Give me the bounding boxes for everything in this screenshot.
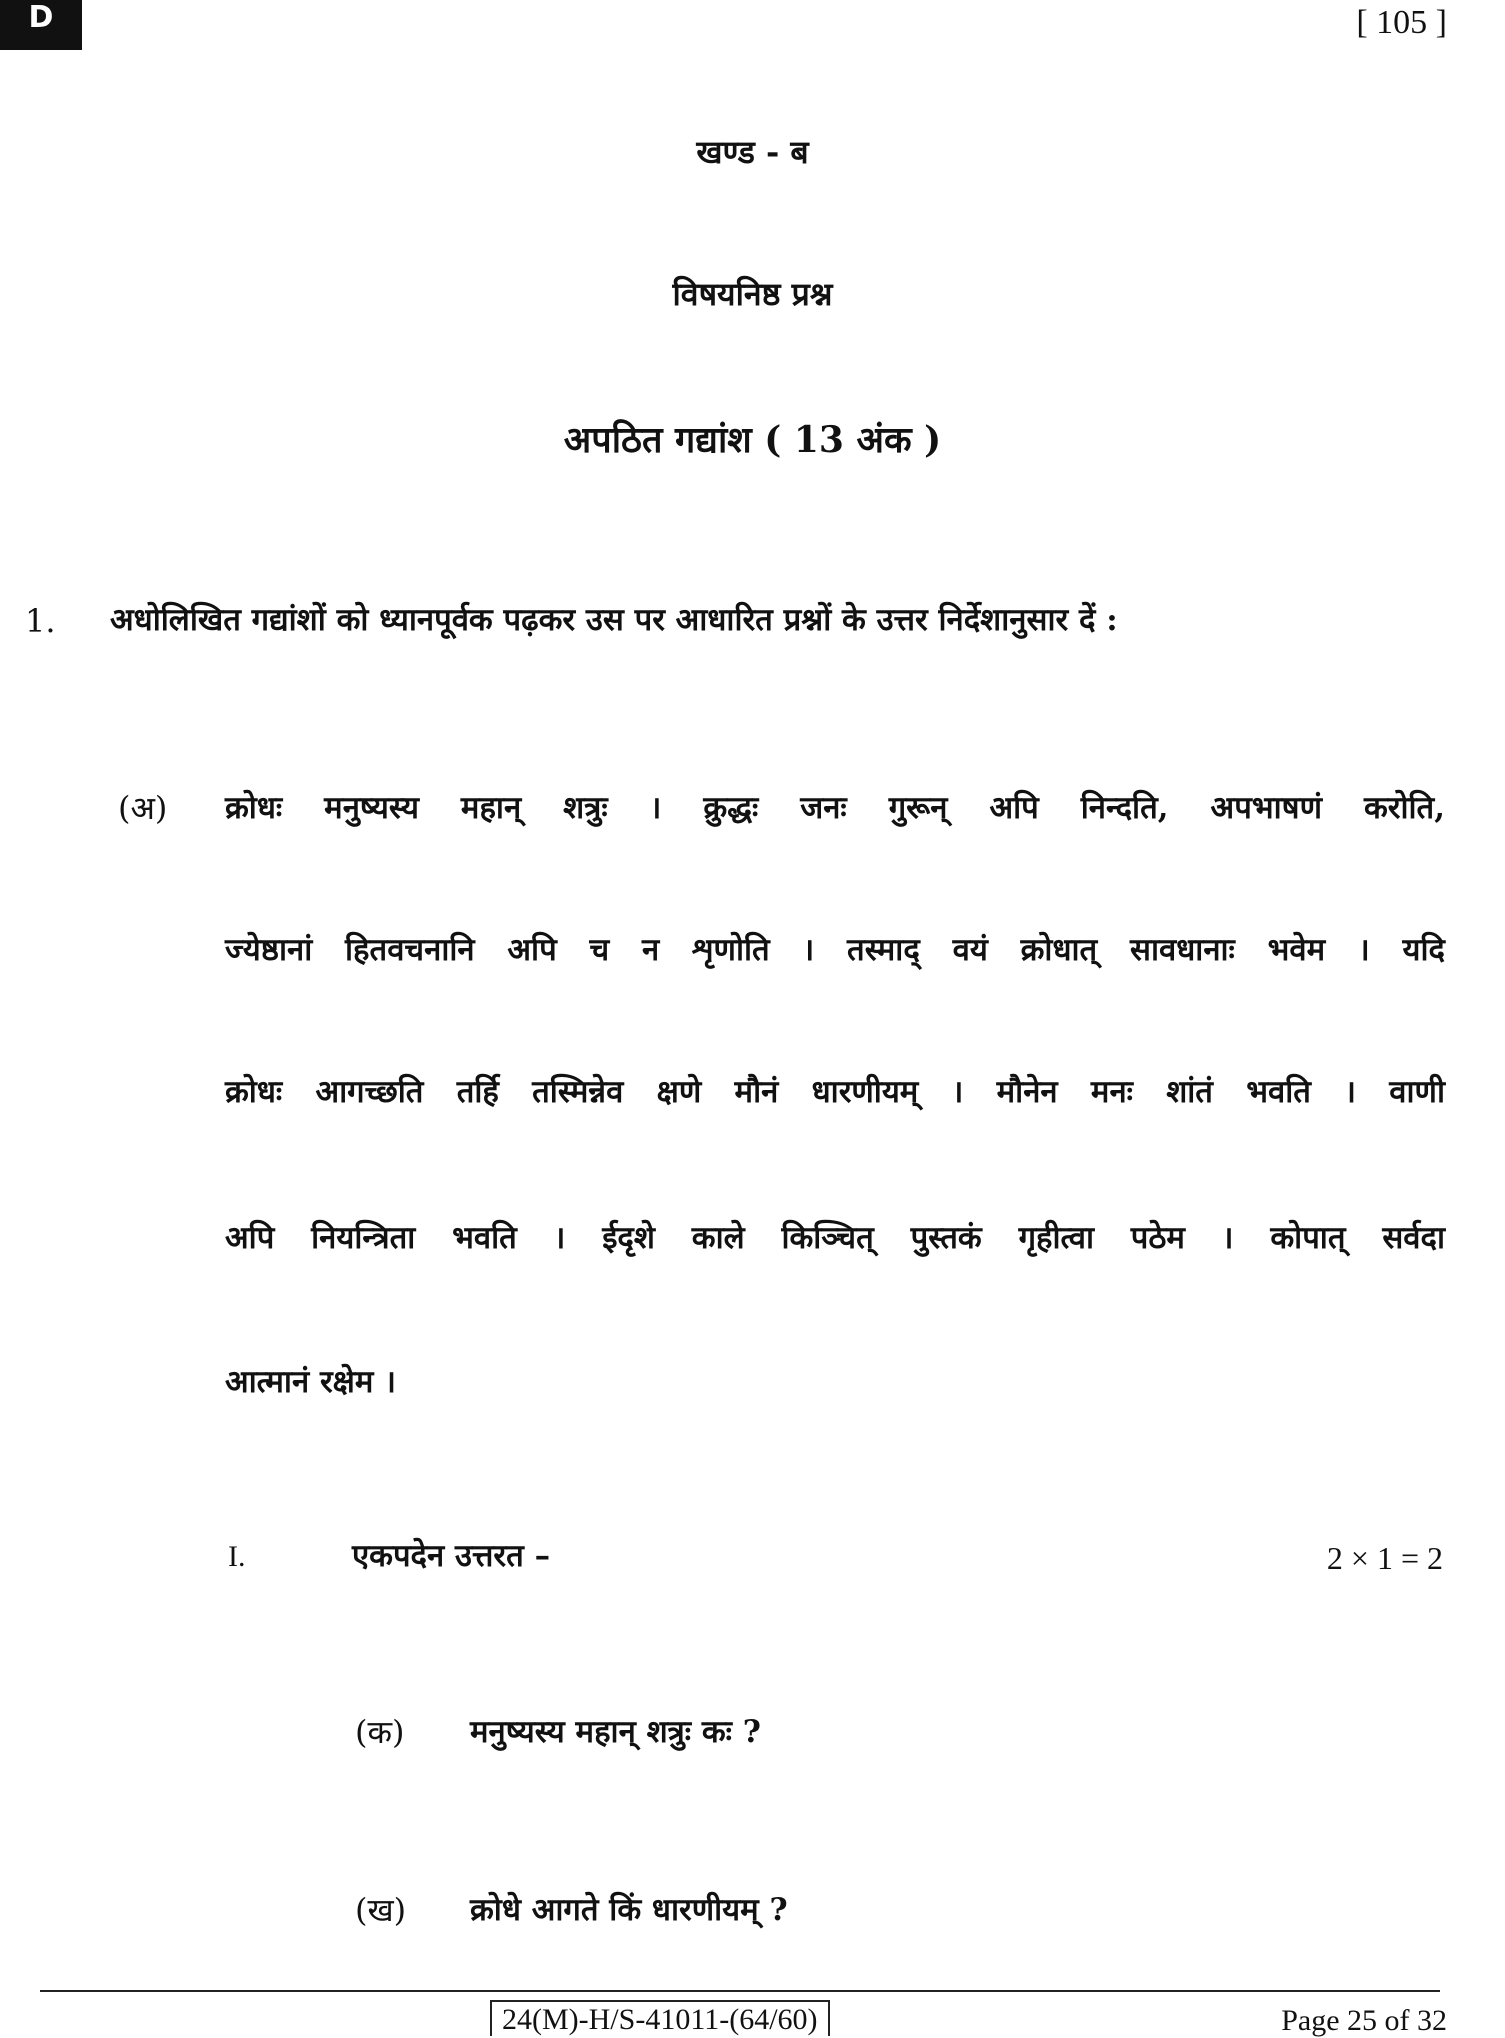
passage-line: आत्मानं रक्षेम । xyxy=(225,1364,396,1400)
passage-line: क्रोधः आगच्छति तर्हि तस्मिन्नेव क्षणे मौनं धारणीयम् । मौनेन मनः शांतं भवति । वाणी xyxy=(225,1074,1445,1110)
section-heading: खण्ड - ब xyxy=(696,133,809,171)
item-text: मनुष्यस्य महान् शत्रुः कः ? xyxy=(470,1714,761,1750)
passage-line: क्रोधः मनुष्यस्य महान् शत्रुः । क्रुद्धः जनः गुरून् अपि निन्दति, अपभाषणं करोति, xyxy=(225,790,1445,826)
unseen-passage-heading: अपठित गद्यांश ( 13 अंक ) xyxy=(563,419,942,461)
passage-line: अपि नियन्त्रिता भवति । ईदृशे काले किञ्चित् पुस्तकं गृहीत्वा पठेम । कोपात् सर्वदा xyxy=(225,1220,1445,1256)
page-number: Page 25 of 32 xyxy=(1281,2004,1447,2037)
sub-question-number: I. xyxy=(228,1540,246,1573)
item-label: (क) xyxy=(355,1713,405,1751)
passage-line: ज्येष्ठानां हितवचनानि अपि च न शृणोति । तस्माद् वयं क्रोधात् सावधानाः भवेम । यदि xyxy=(225,932,1445,968)
page-code: [ 105 ] xyxy=(1356,4,1447,41)
footer-divider xyxy=(40,1990,1440,1992)
set-code-badge: D xyxy=(0,0,82,50)
subjective-questions-heading: विषयनिष्ठ प्रश्न xyxy=(672,275,833,313)
item-label: (ख) xyxy=(355,1891,407,1929)
question-instruction: अधोलिखित गद्यांशों को ध्यानपूर्वक पढ़कर उस पर आधारित प्रश्नों के उत्तर निर्देशानुसार दें : xyxy=(110,602,1118,638)
question-number: 1. xyxy=(25,602,56,640)
marks-allocation: 2 × 1 = 2 xyxy=(1326,1540,1443,1576)
paper-code: 24(M)-H/S-41011-(64/60) xyxy=(490,2000,830,2036)
sub-question-text: एकपदेन उत्तरत – xyxy=(352,1538,551,1574)
item-text: क्रोधे आगते किं धारणीयम् ? xyxy=(470,1892,788,1928)
passage-label: (अ) xyxy=(118,789,168,827)
